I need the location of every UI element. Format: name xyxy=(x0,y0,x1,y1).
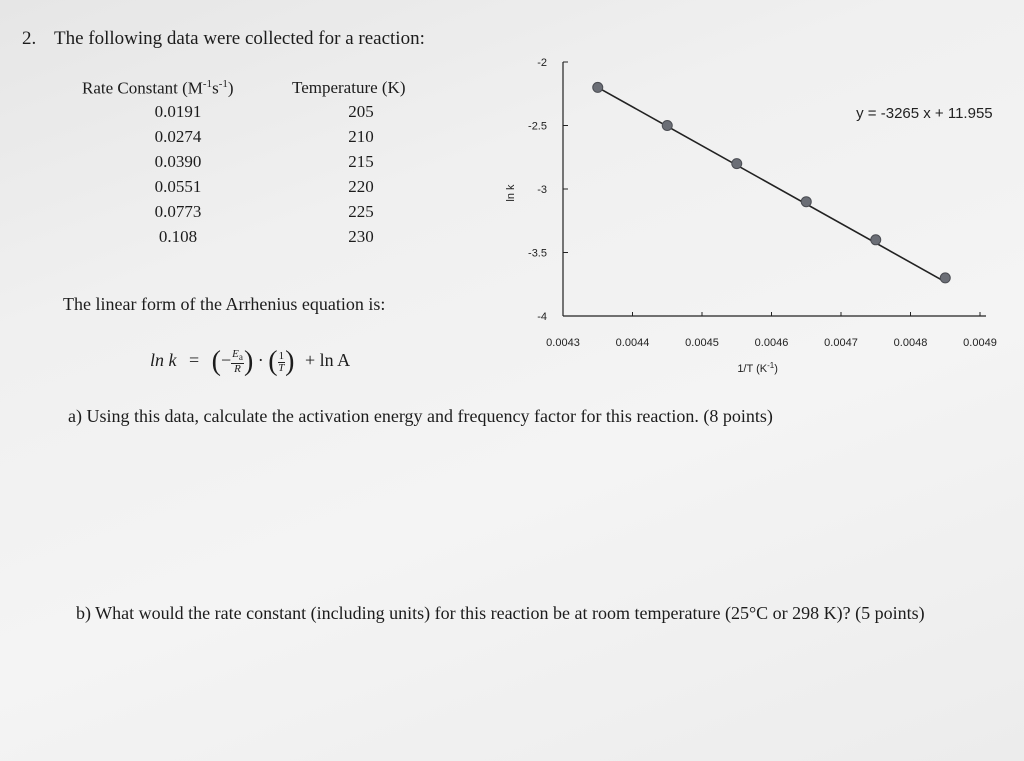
x-tick-label: 0.0044 xyxy=(615,337,650,349)
rate-cell: 0.108 xyxy=(158,227,198,246)
temp-cell: 205 xyxy=(348,102,374,121)
x-tick-label: 0.0043 xyxy=(546,337,580,349)
y-tick-label: -3 xyxy=(537,184,547,196)
y-tick-label: -2 xyxy=(537,57,547,69)
rate-cell: 0.0390 xyxy=(154,152,202,171)
temp-cell: 210 xyxy=(348,127,374,146)
temperature-header: Temperature (K) xyxy=(292,78,406,97)
x-tick-label: 0.0045 xyxy=(685,337,719,349)
rate-cell: 0.0551 xyxy=(154,177,202,196)
y-tick-label: -2.5 xyxy=(528,120,547,133)
data-point xyxy=(593,82,603,92)
x-tick-label: 0.0048 xyxy=(893,337,928,349)
temp-cell: 225 xyxy=(348,202,374,221)
rate-cell: 0.0191 xyxy=(154,102,202,121)
question-number: 2. xyxy=(22,28,37,49)
trendline-equation: y = -3265 x + 11.955 xyxy=(856,105,993,122)
x-tick-label: 0.0046 xyxy=(754,337,789,349)
question-prompt: The following data were collected for a reaction: xyxy=(54,28,425,49)
part-b-question: b) What would the rate constant (including units) for this reaction be at room temperature (25°C or 298 K)? (5 points) xyxy=(76,603,925,623)
arrhenius-label: The linear form of the Arrhenius equation is: xyxy=(63,294,386,314)
data-point xyxy=(662,121,672,131)
y-axis-label: ln k xyxy=(505,184,517,202)
temp-cell: 220 xyxy=(348,177,374,196)
rate-constant-header: Rate Constant $(M^{-1}s^{-1})$ xyxy=(82,78,234,98)
data-point xyxy=(940,273,950,283)
y-tick-label: -3.5 xyxy=(528,247,547,260)
temp-cell: 215 xyxy=(348,152,374,171)
part-a-question: a) Using this data, calculate the activation energy and frequency factor for this reaction. (8 points) xyxy=(68,406,773,426)
data-point xyxy=(732,159,742,169)
arrhenius-equation: ln k = (− $\frac{E_a}{R}$ ) · ( $\frac{1}{T}$ ) + ln A xyxy=(150,346,351,377)
x-tick-label: 0.0049 xyxy=(963,337,997,349)
x-tick-label: 0.0047 xyxy=(824,337,858,349)
x-axis-label: 1/T $(K^{-1})$ xyxy=(737,361,778,375)
data-point xyxy=(801,197,811,207)
y-tick-label: -4 xyxy=(537,311,547,323)
data-point xyxy=(871,235,881,245)
rate-cell: 0.0274 xyxy=(154,127,202,146)
temp-cell: 230 xyxy=(348,227,374,246)
rate-cell: 0.0773 xyxy=(154,202,202,221)
